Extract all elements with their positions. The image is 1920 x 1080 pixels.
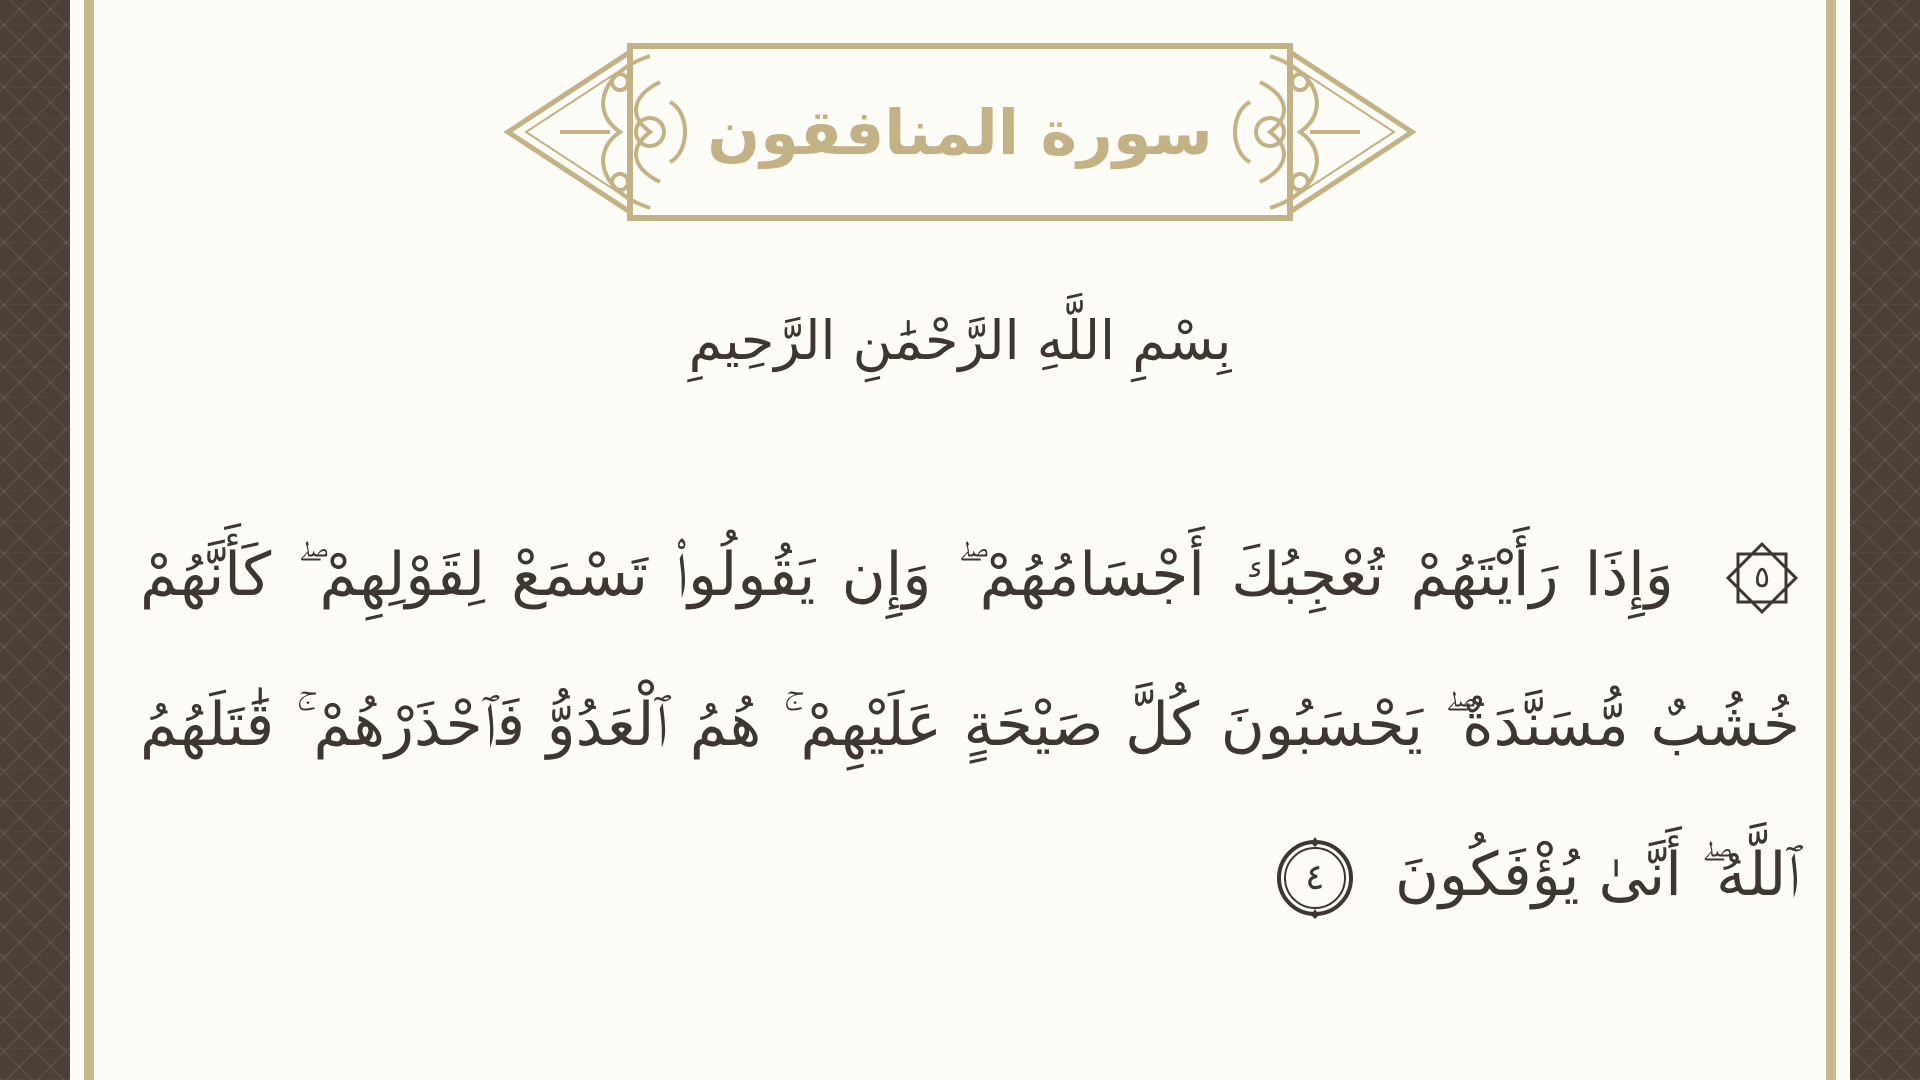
surah-title-frame — [500, 42, 1420, 222]
ayah-number-marker — [1272, 835, 1358, 921]
verse-block — [140, 500, 1800, 950]
right-gold-rule — [1826, 0, 1836, 1080]
right-pattern-border — [1850, 0, 1920, 1080]
verse-start-marker-number: ٥ — [1753, 560, 1771, 596]
basmala: بِسْمِ اللَّهِ الرَّحْمَٰنِ الرَّحِيمِ — [688, 308, 1232, 372]
left-pattern-border — [0, 0, 70, 1080]
left-gold-rule — [84, 0, 94, 1080]
verse-text: وَإِذَا رَأَيْتَهُمْ تُعْجِبُكَ أَجْسَامُهُمْ ۖ وَإِن يَقُولُوا۟ تَسْمَعْ لِقَوْلِهِمْ ۖ كَأَنَّهُمْ خُشُبٌ مُّسَنَّدَةٌ ۖ يَحْسَبُونَ كُلَّ صَيْحَةٍ عَلَيْهِمْ ۚ هُمُ ٱلْعَدُوُّ فَٱحْذَرْهُمْ ۚ قَٰتَلَهُمُ ٱللَّهُ ۖ أَنَّىٰ يُؤْفَكُونَ — [140, 540, 1800, 910]
ayah-number: ٤ — [1305, 857, 1325, 899]
surah-title: سورة المنافقون — [707, 95, 1213, 169]
verse-start-marker — [1724, 540, 1800, 616]
